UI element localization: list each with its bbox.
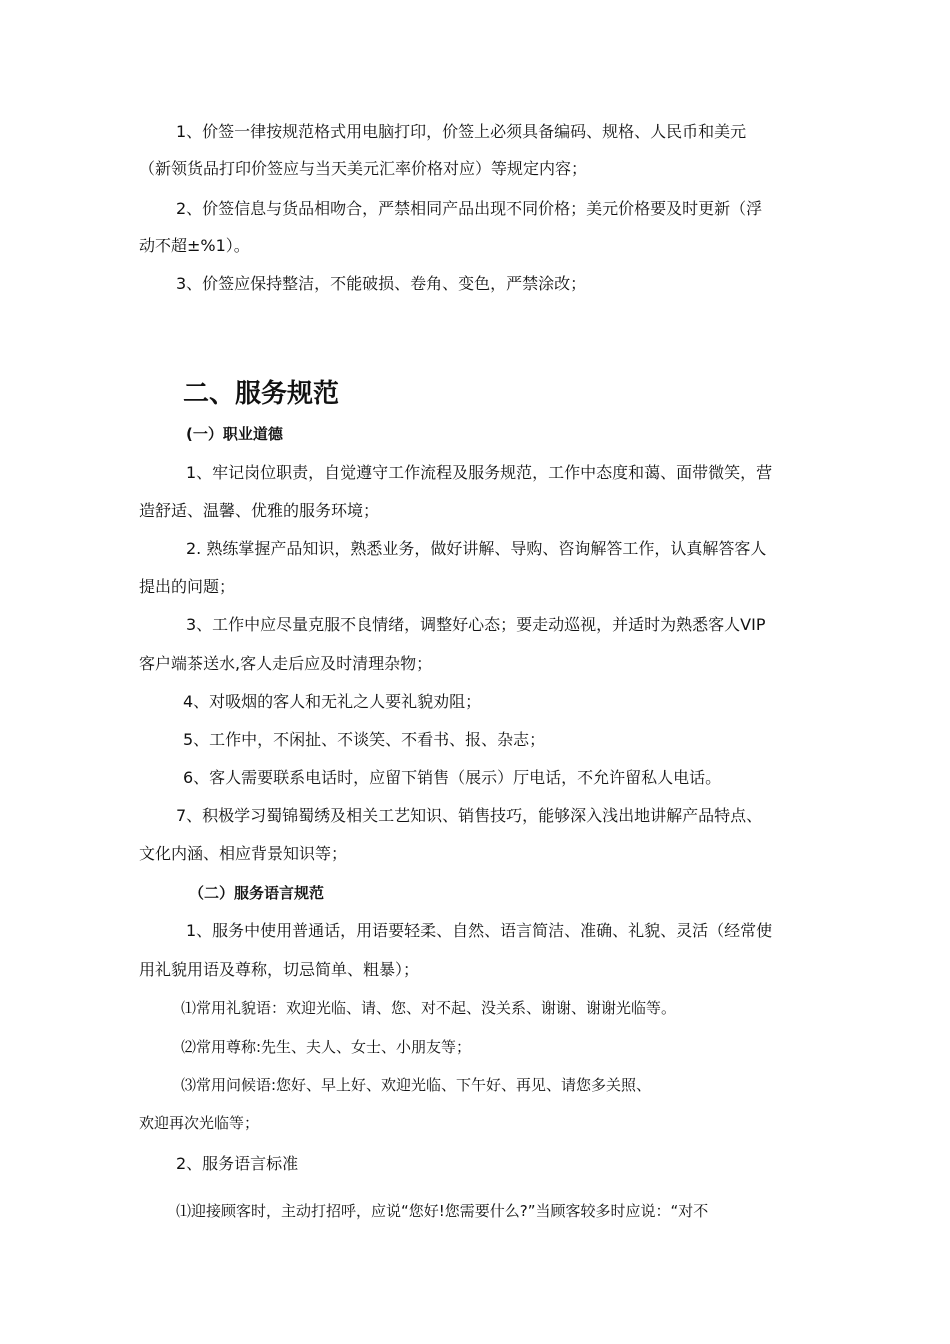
- price-tag-rule-3: 3、价签应保持整洁，不能破损、卷角、变色，严禁涂改；: [176, 274, 587, 293]
- ethics-item-7-line2: 文化内涵、相应背景知识等；: [139, 844, 348, 863]
- section-heading-service-standards: 二、服务规范: [183, 379, 340, 409]
- subheading-service-language: （二）服务语言规范: [189, 884, 325, 902]
- ethics-item-1-line1: 1、牢记岗位职责，自觉遵守工作流程及服务规范，工作中态度和蔼、面带微笑，营: [186, 463, 773, 482]
- ethics-item-5: 5、工作中，不闲扯、不谈笑、不看书、报、杂志；: [183, 730, 546, 749]
- common-greetings-continued: 欢迎再次光临等；: [139, 1114, 260, 1132]
- subheading-professional-ethics: (一）职业道德: [186, 425, 283, 443]
- price-tag-rule-1-line2: （新领货品打印价签应与当天美元汇率价格对应）等规定内容；: [139, 159, 588, 178]
- ethics-item-1-line2: 造舒适、温馨、优雅的服务环境；: [139, 501, 380, 520]
- common-honorifics: ⑵常用尊称:先生、夫人、女士、小朋友等；: [181, 1038, 472, 1056]
- ethics-item-4: 4、对吸烟的客人和无礼之人要礼貌劝阻；: [183, 692, 482, 711]
- ethics-item-3-line1: 3、工作中应尽量克服不良情绪，调整好心态；要走动巡视，并适时为熟悉客人VIP: [186, 615, 766, 634]
- ethics-item-2-line1: 2. 熟练掌握产品知识，熟悉业务，做好讲解、导购、咨询解答工作，认真解答客人: [186, 539, 767, 558]
- price-tag-rule-2-line2: 动不超±%1）。: [139, 236, 250, 255]
- language-item-1-line1: 1、服务中使用普通话，用语要轻柔、自然、语言简洁、准确、礼貌、灵活（经常使: [186, 921, 773, 940]
- price-tag-rule-1-line1: 1、价签一律按规范格式用电脑打印，价签上必须具备编码、规格、人民币和美元: [176, 122, 747, 141]
- language-item-2: 2、服务语言标准: [176, 1154, 299, 1173]
- common-greetings: ⑶常用问候语:您好、早上好、欢迎光临、下午好、再见、请您多关照、: [181, 1076, 652, 1094]
- ethics-item-3-line2: 客户端茶送水,客人走后应及时清理杂物；: [139, 654, 433, 673]
- common-polite-phrases: ⑴常用礼貌语：欢迎光临、请、您、对不起、没关系、谢谢、谢谢光临等。: [181, 999, 677, 1017]
- ethics-item-2-line2: 提出的问题；: [139, 577, 236, 596]
- price-tag-rule-2-line1: 2、价签信息与货品相吻合，严禁相同产品出现不同价格；美元价格要及时更新（浮: [176, 199, 763, 218]
- language-standard-1: ⑴迎接顾客时，主动打招呼，应说“您好!您需要什么?”当顾客较多时应说：“对不: [176, 1202, 709, 1220]
- ethics-item-7-line1: 7、积极学习蜀锦蜀绣及相关工艺知识、销售技巧，能够深入浅出地讲解产品特点、: [176, 806, 763, 825]
- ethics-item-6: 6、客人需要联系电话时，应留下销售（展示）厅电话，不允许留私人电话。: [183, 768, 722, 787]
- language-item-1-line2: 用礼貌用语及尊称，切忌简单、粗暴）；: [139, 960, 420, 979]
